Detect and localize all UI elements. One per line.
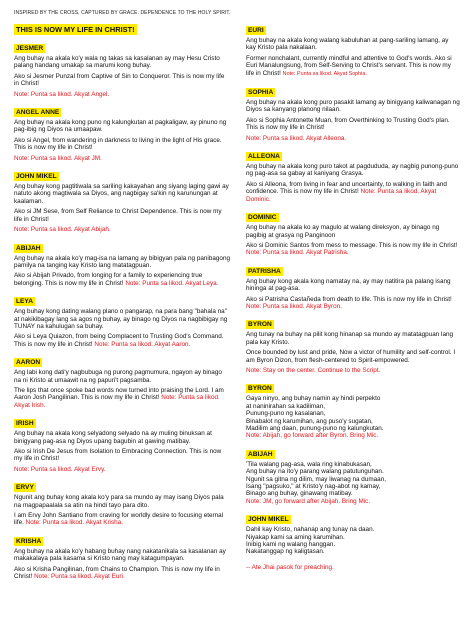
poem-line: Isang "pagsuko," at Kristo'y nag-abot ng kamay, [246, 483, 381, 491]
speaker-name: ALLEONA [248, 153, 280, 161]
speaker-name: DOMINIC [248, 214, 277, 222]
testimony-paragraph [14, 272, 230, 287]
closing-note: -- Ate Jhai pasok for preaching. [246, 563, 334, 571]
speaker-name: ANGEL ANNE [16, 109, 60, 117]
testimony-paragraph: Ang buhay na akala ko'y habang buhay nang nakatanikala sa kasalanan ay makakalaya pala kasama si Kristo nang may katagumpayan. [14, 547, 226, 563]
speaker-name: SOPHIA [248, 89, 274, 97]
stage-note: Note: Punta sa likod. Akyat Irish. [14, 394, 220, 409]
testimony-text: Former nonchalant, currently mindful and attentive to God's words. Ako si Euri Manalungsung, from Self-Serving to Christ's servant. This is now my life in Christ! [246, 54, 452, 77]
stage-note: Note: Punta sa likod. Akyat Patrisha. [246, 249, 349, 257]
page-tagline: INSPIRED BY THE CROSS, CAPTURED BY GRACE. DEPENDENCE TO THE HOLY SPIRIT. [14, 10, 231, 16]
testimony-paragraph: Ang buhay na akala kong selyadong selyado na ay muling binuksan at binigyang pag-asa ng Diyos upang bagubin at gawing matibay. [14, 430, 212, 445]
poem-line: Inibig kami ng walang hanggan. [246, 541, 336, 549]
testimony-paragraph [246, 296, 460, 311]
poem-line: Binago ang buhay, ginawang matibay. [246, 490, 353, 498]
stage-note: Note: Stay on the center. Continue to the Script. [246, 366, 381, 374]
stage-note: Note: Punta sa likod. Akyat Abijah. [14, 226, 111, 234]
speaker-name: PATRISHA [248, 267, 281, 275]
section-patrisha [246, 260, 460, 311]
section-alleona [246, 145, 460, 203]
testimony-paragraph: Ako si Sophia Antonette Muan, from Overthinking to Trusting God's plan. This is now my life in Christ! [246, 116, 450, 132]
testimony-paragraph [14, 387, 230, 409]
section-angel [14, 101, 230, 162]
poem-line: 'Tila walang pag-asa, wala ring kinabukasan, [246, 460, 372, 468]
testimony-text: The lips that once spoke bad words now turned into praising the Lord. I am Aaron Josh Pangilinan. This is now my life in Christ! [14, 386, 224, 402]
speaker-name: LEYA [16, 298, 33, 306]
speaker-name: AARON [16, 359, 41, 367]
testimony-paragraph: Ang tunay na buhay na pilit kong hinanap sa mundo ay matatagpuan lang pala kay Kristo. [246, 331, 454, 346]
poem-line: Ang buhay na ito'y parang walang patutunguhan. [246, 468, 384, 476]
testimony-text: Ako si Krisha Pangilinan, from Chains to Champion. This is now my life in Christ! [14, 565, 220, 581]
section-byron-poem [246, 377, 460, 439]
page-title: THIS IS NOW MY LIFE IN CHRIST! [16, 25, 135, 34]
speaker-name: KRISHA [16, 537, 42, 545]
section-jesmer [14, 37, 230, 98]
poem-line: Niyakap kami sa aming karumihan. [246, 533, 345, 541]
section-ervy [14, 476, 230, 527]
speaker-name: EURI [248, 27, 264, 34]
testimony-paragraph: Ang buhay na akala kong puro takot at pagdududa, ay nagbig punong-puno ng pag-asa sa gabay at kaniyang Grasya. [246, 163, 459, 178]
poem-line: Punung-puno ng kasalanan, [246, 410, 326, 418]
stage-note: Note: JM, go forward after Abijah. Bring Mic. [246, 497, 371, 505]
stage-note: Note: Punta sa likod. Akyat Ervy. [14, 465, 106, 473]
testimony-paragraph: Ang buhay na akala ko'y wala ng takas sa kasalanan ay may Hesu Cristo palang handang umakap sa marumi kong buhay. [14, 55, 220, 70]
testimony-paragraph [14, 512, 230, 527]
testimony-text: Ako si Abijah Privado, from longing for a family to experiencing true belonging. This is now my life in Christ! [14, 272, 203, 287]
section-dominic [246, 206, 460, 257]
stage-note: Note: Punta sa likod. Akyat Sophia. [282, 70, 367, 77]
left-column [14, 19, 230, 583]
section-abijah-poem [246, 443, 460, 505]
testimony-text: Ako si Alleona, from living in fear and uncertainty, to walking in faith and confidence. This is now my life in Christ! [246, 180, 447, 196]
section-abijah [14, 237, 230, 288]
speaker-name: JOHN MIKEL [248, 516, 289, 524]
testimony-paragraph [246, 55, 460, 78]
right-column [246, 19, 460, 583]
section-leya [14, 290, 230, 348]
section-byron-testimony [246, 313, 460, 374]
stage-note: Note: Punta sa likod. Akyat Leya. [125, 279, 219, 287]
two-column-layout [14, 19, 460, 583]
testimony-paragraph: Ang buhay kong akala kong namatay na, ay may natitira pa palang isang hininga at pag-asa. [246, 277, 451, 293]
poem-line: Dahil kay Kristo, nahanap ang tunay na daan. [246, 526, 375, 534]
testimony-text: I am Ervy John Santiano from craving for worldly desire to focusing eternal life. [14, 512, 224, 527]
section-jm [14, 165, 230, 233]
stage-note: Note: Punta sa likod. Akyat Alleona. [246, 134, 347, 142]
testimony-paragraph: Ako si Angel, from wandering in darkness to living in the light of His grace. This is now my life in Christ! [14, 136, 222, 152]
testimony-text: Ako si Patrisha Castañeda from death to life. This is now my life in Christ! [246, 295, 452, 303]
testimony-paragraph: Ang buhay na akala kong walang kabuluhan at pang-sariling lamang, ay kay Kristo pala nakalaan. [246, 37, 449, 52]
section-euri [246, 19, 460, 78]
testimony-paragraph: Ang buhay na akala ko ay magulo at walang direksyon, ay binago ng pagibig at grasya ng Panginoon [246, 224, 440, 239]
testimony-paragraph: Once bounded by lust and pride, Now a victor of humility and self-control. I am Byron Dizon, from flesh-centered to Spirit-empowered. [246, 349, 456, 364]
testimony-paragraph: Ako si JM Sese, from Self Reliance to Christ Dependence. This is now my life in Christ! [14, 208, 222, 223]
testimony-paragraph [14, 566, 230, 581]
speaker-name: BYRON [248, 321, 272, 329]
speaker-name: IRISH [16, 420, 34, 428]
poem-line: Ngunit sa gitna ng dilim, may liwanag na dumaan, [246, 475, 386, 483]
testimony-paragraph: Ako si Jesmer Punzal from Captive of Sin to Conqueror. This is now my life in Christ! [14, 72, 225, 88]
testimony-paragraph: Ang buhay kong pagtitiwala sa sariling kakayahan ang siyang laging gawi ay natuto akong magtiwala sa Diyos, ang nagbigay sa'kin ng karunungan at kaalaman. [14, 183, 229, 205]
speaker-name: ERVY [16, 484, 34, 492]
poem-line: at naninirahan sa kadiliman, [246, 402, 325, 410]
stage-note: Note: Punta sa likod. Akyat JM. [14, 154, 102, 162]
testimony-text: Ako si Dominic Santos from mess to message. This is now my life in Christ! [246, 241, 458, 249]
section-krisha [14, 530, 230, 581]
testimony-paragraph: Ang buhay kong dating walang plano o pangarap, na para bang "bahala na" at nakikibagay lang sa agos ng buhay, ay binago ng Diyos na nagbibigay ng TUNAY na kahulugan sa buhay. [14, 308, 228, 330]
poem-line: Nakatanggap ng kaligtasan. [246, 548, 325, 556]
section-irish [14, 412, 230, 473]
speaker-name: ABIJAH [248, 450, 273, 458]
poem-line: Madilim ang daan, punung-puno ng kalungkutan. [246, 425, 384, 432]
testimony-paragraph [246, 242, 460, 257]
section-sophia [246, 81, 460, 142]
section-jm-poem [246, 508, 460, 571]
speaker-name: JESMER [16, 45, 44, 52]
stage-note: Note: Punta sa likod. Akyat Angel. [14, 90, 110, 98]
testimony-paragraph: Ang buhay na akala kong puro pasakit lamang ay binigyang kaliwanagan ng Diyos sa kanyang planong nilaan. [246, 99, 460, 114]
testimony-paragraph: Ako si Irish De Jesus from Isolation to Embracing Connection. This is now my life in Christ! [14, 448, 222, 463]
poem-line: Gaya ninyo, ang buhay namin ay hindi perpekto [246, 395, 381, 403]
stage-note: Note: Punta sa likod. Akyat Byron. [246, 302, 342, 310]
stage-note: Note: Punta sa likod. Akyat Dominic. [246, 188, 437, 203]
testimony-paragraph: Ang labi kong dati'y nagbubuga ng purong pagmumura, ngayon ay binago na ni Kristo at umaawit na ng papuri't pagsamba. [14, 369, 222, 384]
stage-note: Note: Punta sa likod. Akyat Euri. [34, 573, 125, 581]
stage-note: Note: Abijah, go forward after Byron. Bring Mic. [246, 432, 379, 440]
testimony-paragraph: Ang buhay na akala ko'y mag-isa na lamang ay bibigyan pala ng panibagong pamilya na tanging kay Kristo lang matatagpuan. [14, 254, 230, 269]
stage-note: Note: Punta sa likod. Akyat Aaron. [94, 340, 191, 348]
testimony-paragraph [246, 181, 460, 203]
speaker-name: ABIJAH [16, 244, 41, 252]
speaker-name: BYRON [248, 385, 272, 393]
testimony-text: Ako si Leya Quiazon, from being Complacent to Trusting God's Command. This is now my life in Christ! [14, 333, 224, 348]
testimony-paragraph: Ang buhay na akala kong puno ng kalungkutan at pagkaligaw, ay pinuno ng pag-ibig ng Diyos na umaapaw. [14, 119, 227, 134]
poem-line: Binabalot ng karumihan, ang puso'y sugatan, [246, 417, 373, 425]
section-aaron [14, 351, 230, 409]
testimony-paragraph: Ngunit ang buhay kong akala ko'y para sa mundo ay may isang Diyos pala na magpapaalala sa atin na hindi tayo para dito. [14, 494, 224, 509]
speaker-name: JOHN MIKEL [16, 173, 57, 181]
testimony-paragraph [14, 333, 230, 348]
stage-note: Note: Punta sa likod. Akyat Krisha. [25, 519, 123, 527]
